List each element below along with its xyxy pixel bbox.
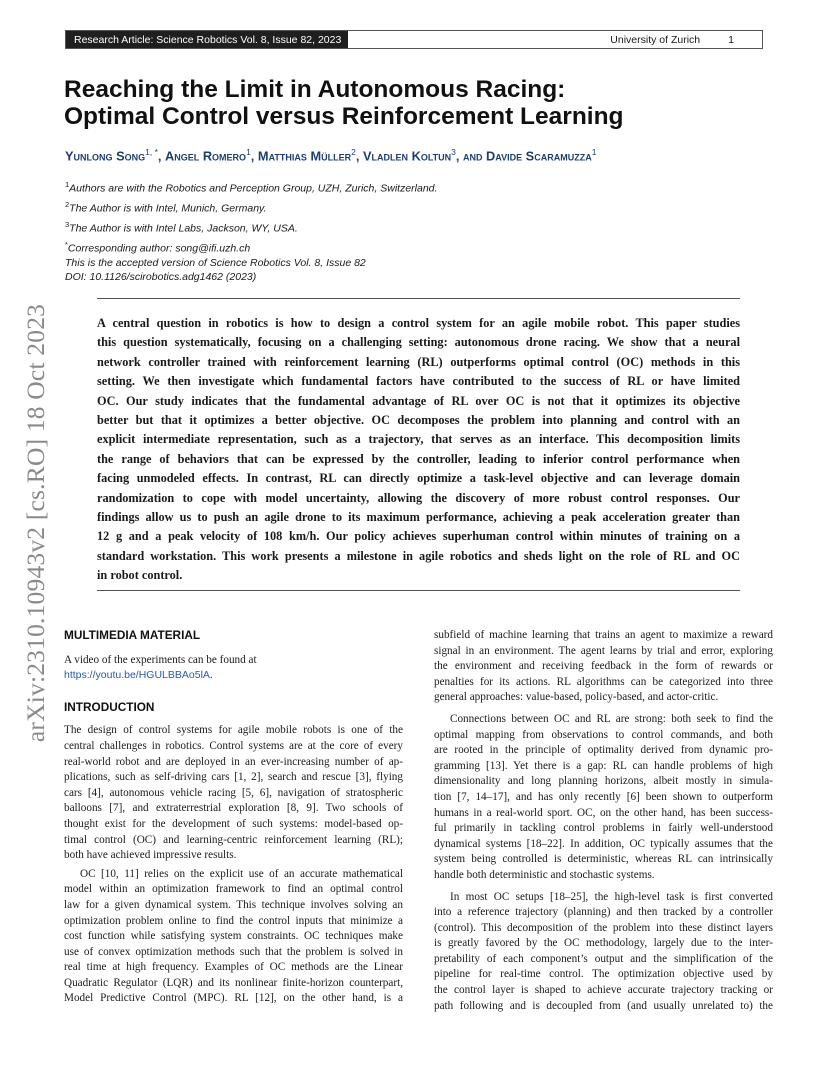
introduction-heading: INTRODUCTION [64,699,155,714]
author-sup: 3 [451,147,456,157]
affiliation-line [65,197,437,217]
right-paragraph-1 [434,628,773,706]
link-suffix: . [209,669,213,682]
author-list [65,147,785,163]
text-line: are rooted in the principle of optimality derived from dynamic pro- [434,744,773,757]
multimedia-text: A video of the experiments can be found at [64,653,257,666]
text-line: (control). This decomposition of the problem into these distinct layers [434,921,773,934]
text-line: pipeline for real-time control. The optimization objective used by [434,968,773,981]
multimedia-link-line [64,668,403,684]
text-line: Model Predictive Control (MPC). RL [12], on the other hand, is a [64,992,403,1005]
author-sup: 1 [591,147,597,157]
author-sup: 1, * [145,147,158,157]
page-number: 1 [728,33,734,46]
affiliation-line [65,217,437,237]
arxiv-stamp-text: arXiv:2310.10943v2 [cs.RO] 18 Oct 2023 [21,303,50,743]
affiliation-text: Corresponding author: song@ifi.uzh.ch [67,242,251,255]
text-line: optimization problem online to find the control inputs that minimize a [64,914,403,927]
affiliation-line [65,177,437,197]
text-line: thought exist for the development of such systems: model-based op- [64,817,403,830]
text-line: real time at high frequency. Examples of OC methods are the Linear [64,961,403,974]
text-line: into a reference trajectory (planning) and then tracked by a controller [434,906,773,919]
text-line: Connections between OC and RL are strong: both seek to find the [450,712,773,725]
text-line: real-world robot and are deployed in an ever-increasing number of ap- [64,755,403,768]
author-name: Davide Scaramuzza [486,148,592,164]
text-line: dimensionality and long planning horizons, albeit mostly in simula- [434,775,773,788]
text-line: handle both deterministic and stochastic systems. [434,868,655,881]
author-sup: 1 [246,147,251,157]
text-line: signal in an environment. The agent learns by trial and error, exploring [434,644,773,657]
right-paragraph-2 [434,712,773,884]
abstract-line: explicit intermediate representation, such as a trajectory, that serves as an interface. This decomposition limits [97,432,740,447]
author-name: Vladlen Koltun [362,148,452,164]
abstract-line: in robot control. [97,568,183,583]
paper-title [64,76,764,130]
abstract-line: this question systematically, focusing on a challenging setting: autonomous drone racing. We show that a neural [97,335,740,350]
abstract-line: the range of behaviors that can be expressed by the controller, leading to inferior control performance when [97,451,740,466]
affiliation-mark: 1 [65,180,70,189]
author-sep: , and [455,148,487,164]
author-sep: , [250,148,258,164]
text-line: Quadratic Regulator (LQR) and its nonlinear finite-horizon counterpart, [64,976,403,989]
abstract-line: facing unmodeled effects. In contrast, RL can directly optimize a task-level objective and can leverage domain [97,471,740,486]
author-name: Matthias Müller [257,148,352,164]
text-line: model within an optimization framework to find an optimal control [64,883,403,896]
running-header [65,30,763,49]
text-line: optimal mapping from observations to control commands, and both [434,728,773,741]
text-line: ful primarily in tackling control problems in fairly well-understood [434,822,773,835]
title-line-2: Optimal Control versus Reinforcement Learning [64,103,624,130]
text-line: cars [4], autonomous vehicle racing [5, 6], navigation of stratospheric [64,786,403,799]
affiliation-text: Authors are with the Robotics and Perception Group, UZH, Zurich, Switzerland. [69,182,438,195]
text-line: the environment and receiving feedback in the form of rewards or [434,660,773,673]
journal-label: Research Article: Science Robotics Vol. 8, Issue 82, 2023 [66,31,348,48]
video-link[interactable]: https://youtu.be/HGULBBAo5lA [64,669,210,682]
right-paragraph-3 [434,890,773,1015]
affiliations [65,177,437,257]
accepted-note [65,256,366,284]
text-line: cost function while satisfying system constraints. OC techniques make [64,930,403,943]
abstract-line: A central question in robotics is how to design a control system for an agile mobile robot. This paper studies [97,316,740,330]
text-line: subfield of machine learning that trains an agent to maximize a reward [434,629,773,641]
left-column [64,628,403,1007]
author-sep: , [157,148,166,164]
accepted-line: This is the accepted version of Science Robotics Vol. 8, Issue 82 [65,257,366,269]
arxiv-stamp [16,288,56,758]
text-line: central challenges in robotics. Control systems are at the core of every [64,739,403,752]
text-line: plications, such as self-driving cars [1, 2], search and rescue [3], flying [64,771,403,784]
text-line: the control layer is shaped to achieve accurate trajectory tracking or [434,984,773,997]
author-sep: , [355,148,363,164]
text-line: both have achieved impressive results. [64,849,237,862]
intro-paragraph-2 [64,867,403,1007]
abstract-top-rule [97,298,740,299]
abstract-line: OC. Our study indicates that the fundamental advantage of RL over OC is not that it optimizes its objective [97,393,740,408]
right-column [434,628,773,1014]
affiliation-line [65,237,437,257]
affiliation-mark: 3 [65,220,70,229]
text-line: humans in a real-world sport. OC, on the other hand, has been success- [434,806,773,819]
text-line: tion [7, 14–17], and has only recently [6] been shown to outperform [434,790,773,803]
author-sup: 2 [351,147,356,157]
title-line-1: Reaching the Limit in Autonomous Racing: [64,76,566,103]
text-line: gramming [13]. Yet there is a gap: RL can handle problems of high [434,759,773,772]
abstract-line: network controller trained with reinforcement learning (RL) outperforms optimal control (OC) methods in this [97,354,740,369]
abstract-line: better but that it optimizes a better objective. OC decomposes the problem into planning and control with an [97,413,740,428]
text-line: use of convex optimization methods such that the problem is solved in [64,945,403,958]
affiliation-text: The Author is with Intel Labs, Jackson, WY, USA. [69,222,298,235]
text-line: timal control (OC) and learning-centric reinforcement learning (RL); [64,833,403,846]
text-line: is greatly favored by the OC methodology, largely due to the inter- [434,937,773,950]
abstract-line: standard workstation. This work presents a milestone in agile robotics and sheds light on the role of RL and OC [97,548,740,563]
text-line: general approaches: value-based, policy-based, and actor-critic. [434,691,719,704]
affiliation-mark: * [65,240,68,249]
header-right [610,34,762,46]
author-name: Yunlong Song [65,148,146,164]
abstract-line: findings allow us to push an agile drone to its maximum performance, achieving a peak acceleration greater than [97,510,740,525]
text-line: penalties for its actions. RL algorithms can be categorized into three [434,675,773,688]
text-line: pretability of each component’s output and the simplification of the [434,952,773,965]
abstract [97,314,740,586]
text-line: The design of control systems for agile mobile robots is one of the [64,724,403,737]
affiliation-text: The Author is with Intel, Munich, Germany. [69,202,267,215]
affiliation-mark: 2 [65,200,70,209]
text-line: balloons [7], and extraterrestrial exploration [8, 9]. Two schools of [64,802,403,815]
intro-paragraph-1 [64,723,403,863]
abstract-line: setting. We then investigate which fundamental factors have contributed to the success of RL or have limited [97,374,740,389]
abstract-line: randomization to cope with model uncertainty, allowing the discovery of more robust control responses. Our [97,490,740,505]
text-line: OC [10, 11] relies on the explicit use of an accurate mathematical [80,867,403,880]
abstract-bottom-rule [97,590,740,591]
text-line: law for a given dynamical system. This technique involves solving an [64,898,403,911]
text-line: system being controlled is deterministic, whereas RL can intrinsically [434,853,773,866]
text-line: In most OC setups [18–25], the high-level task is first converted [450,890,773,903]
abstract-line: 12 g and a peak velocity of 108 km/h. Our policy achieves superhuman control within minutes of training on a [97,529,740,544]
author-name: Angel Romero [165,148,247,164]
text-line: path following and is decoupled from (and usually unrelated to) the [434,999,773,1012]
multimedia-heading: MULTIMEDIA MATERIAL [64,628,201,642]
text-line: dynamical systems [18–22]. In addition, OC typically assumes that the [434,837,773,850]
institution-label: University of Zurich [610,33,701,46]
doi-line: DOI: 10.1126/scirobotics.adg1462 (2023) [65,271,257,283]
